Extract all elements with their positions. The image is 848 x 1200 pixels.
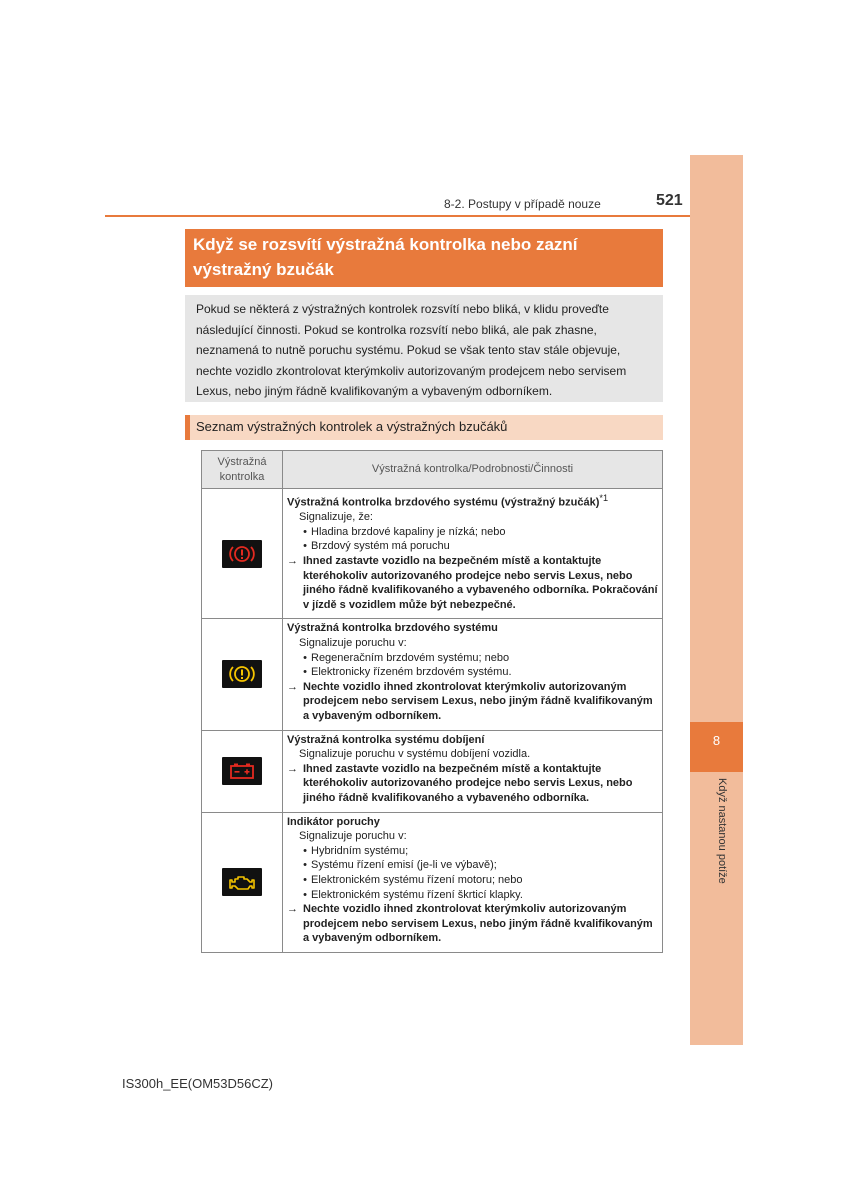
bullet-icon: •	[303, 859, 307, 872]
chapter-side-tab	[690, 155, 743, 1045]
warning-details-cell	[283, 489, 663, 619]
warning-icon-cell	[202, 489, 283, 619]
warning-action: → Ihned zastavte vozidlo na bezpečném místě a kontaktujte kteréhokoliv autorizovaného prodejce nebo servis Lexus, nebo jiného řádně kvalifikovaného a vybaveného odborníka. Pokračování v jízdě s vozidlem může být nebezpečné.	[287, 555, 658, 611]
main-heading: Když se rozsvítí výstražná kontrolka nebo zazní výstražný bzučák	[185, 229, 663, 287]
table-row	[202, 619, 663, 730]
warning-action: → Ihned zastavte vozidlo na bezpečném místě a kontaktujte kteréhokoliv autorizovaného prodejce nebo servis Lexus, nebo jiného řádně kvalifikovaného a vybaveného odborníka.	[287, 762, 633, 804]
warning-title: Výstražná kontrolka systému dobíjení	[287, 733, 485, 746]
bullet-icon: •	[303, 525, 307, 538]
battery-charging-icon	[222, 757, 262, 785]
warning-icon-cell	[202, 619, 283, 730]
bullet-icon: •	[303, 651, 307, 664]
warning-title: Výstražná kontrolka brzdového systému	[287, 622, 498, 635]
brake-warning-icon	[222, 540, 262, 568]
warning-icon-cell	[202, 730, 283, 812]
warning-bullet: • Systému řízení emisí (je-li ve výbavě);	[287, 858, 658, 873]
table-row	[202, 812, 663, 952]
warning-description: Signalizuje poruchu v:	[299, 637, 407, 649]
arrow-right-icon: →	[287, 680, 298, 693]
arrow-right-icon: →	[287, 762, 298, 775]
bullet-icon: •	[303, 888, 307, 901]
page-number: 521	[656, 192, 683, 209]
table-header-details-column: Výstražná kontrolka/Podrobnosti/Činnosti	[283, 451, 663, 489]
warning-bullet: • Brzdový systém má poruchu	[287, 539, 658, 554]
warning-bullet: • Elektronickém systému řízení motoru; nebo	[287, 873, 658, 888]
table-header-row	[202, 451, 663, 489]
chapter-number: 8	[690, 722, 743, 772]
warning-table	[201, 450, 663, 953]
warning-details-cell	[283, 619, 663, 730]
brake-system-icon	[222, 660, 262, 688]
warning-description: Signalizuje, že:	[299, 511, 373, 524]
table-header-icon-column: Výstražná kontrolka	[202, 451, 283, 489]
header-section-title: 8-2. Postupy v případě nouze	[444, 197, 601, 211]
warning-details-cell	[283, 730, 663, 812]
sub-heading: Seznam výstražných kontrolek a výstražných bzučáků	[185, 415, 663, 440]
warning-bullet: • Elektronickém systému řízení škrticí klapky.	[287, 888, 658, 903]
footer-code: IS300h_EE(OM53D56CZ)	[122, 1076, 274, 1091]
arrow-right-icon: →	[287, 555, 298, 568]
header-rule	[105, 215, 690, 217]
chapter-title: Když nastanou potíže	[716, 778, 728, 884]
check-engine-icon	[222, 868, 262, 896]
warning-title: Výstražná kontrolka brzdového systému (výstražný bzučák)$^{*1}$	[287, 493, 609, 509]
footnote-marker: *1	[599, 493, 609, 503]
bullet-icon: •	[303, 844, 307, 857]
warning-bullet: • Hladina brzdové kapaliny je nízká; nebo	[287, 525, 658, 540]
warning-bullet: • Regeneračním brzdovém systému; nebo	[287, 651, 658, 666]
table-row	[202, 730, 663, 812]
bullet-icon: •	[303, 666, 307, 679]
arrow-right-icon: →	[287, 903, 298, 916]
bullet-icon: •	[303, 873, 307, 886]
warning-icon-cell	[202, 812, 283, 952]
warning-action: → Nechte vozidlo ihned zkontrolovat kterýmkoliv autorizovaným prodejcem nebo servisem Lexus, nebo jiným řádně kvalifikovaným a vybaveným odborníkem.	[287, 680, 653, 722]
warning-bullet: • Hybridním systému;	[287, 844, 658, 859]
warning-description: Signalizuje poruchu v:	[299, 830, 407, 843]
warning-details-cell	[283, 812, 663, 952]
warning-title: Indikátor poruchy	[287, 815, 380, 828]
intro-text: Pokud se některá z výstražných kontrolek rozsvítí nebo bliká, v klidu proveďte následující činnosti. Pokud se kontrolka rozsvítí nebo bliká, ale pak zhasne, neznamená to nutně poruchu systému. Pokud se však tento stav stále objevuje, nechte vozidlo zkontrolovat kterýmkoliv autorizovaným prodejcem nebo servisem Lexus, nebo jiným řádně kvalifikovaným a vybaveným odborníkem.	[185, 295, 663, 402]
warning-description: Signalizuje poruchu v systému dobíjení vozidla.	[299, 748, 531, 761]
bullet-icon: •	[303, 540, 307, 553]
warning-bullet: • Elektronicky řízeném brzdovém systému.	[287, 665, 658, 680]
warning-action: → Nechte vozidlo ihned zkontrolovat kterýmkoliv autorizovaným prodejcem nebo servisem Lexus, nebo jiným řádně kvalifikovaným a vybaveným odborníkem.	[287, 903, 653, 945]
table-row	[202, 489, 663, 619]
